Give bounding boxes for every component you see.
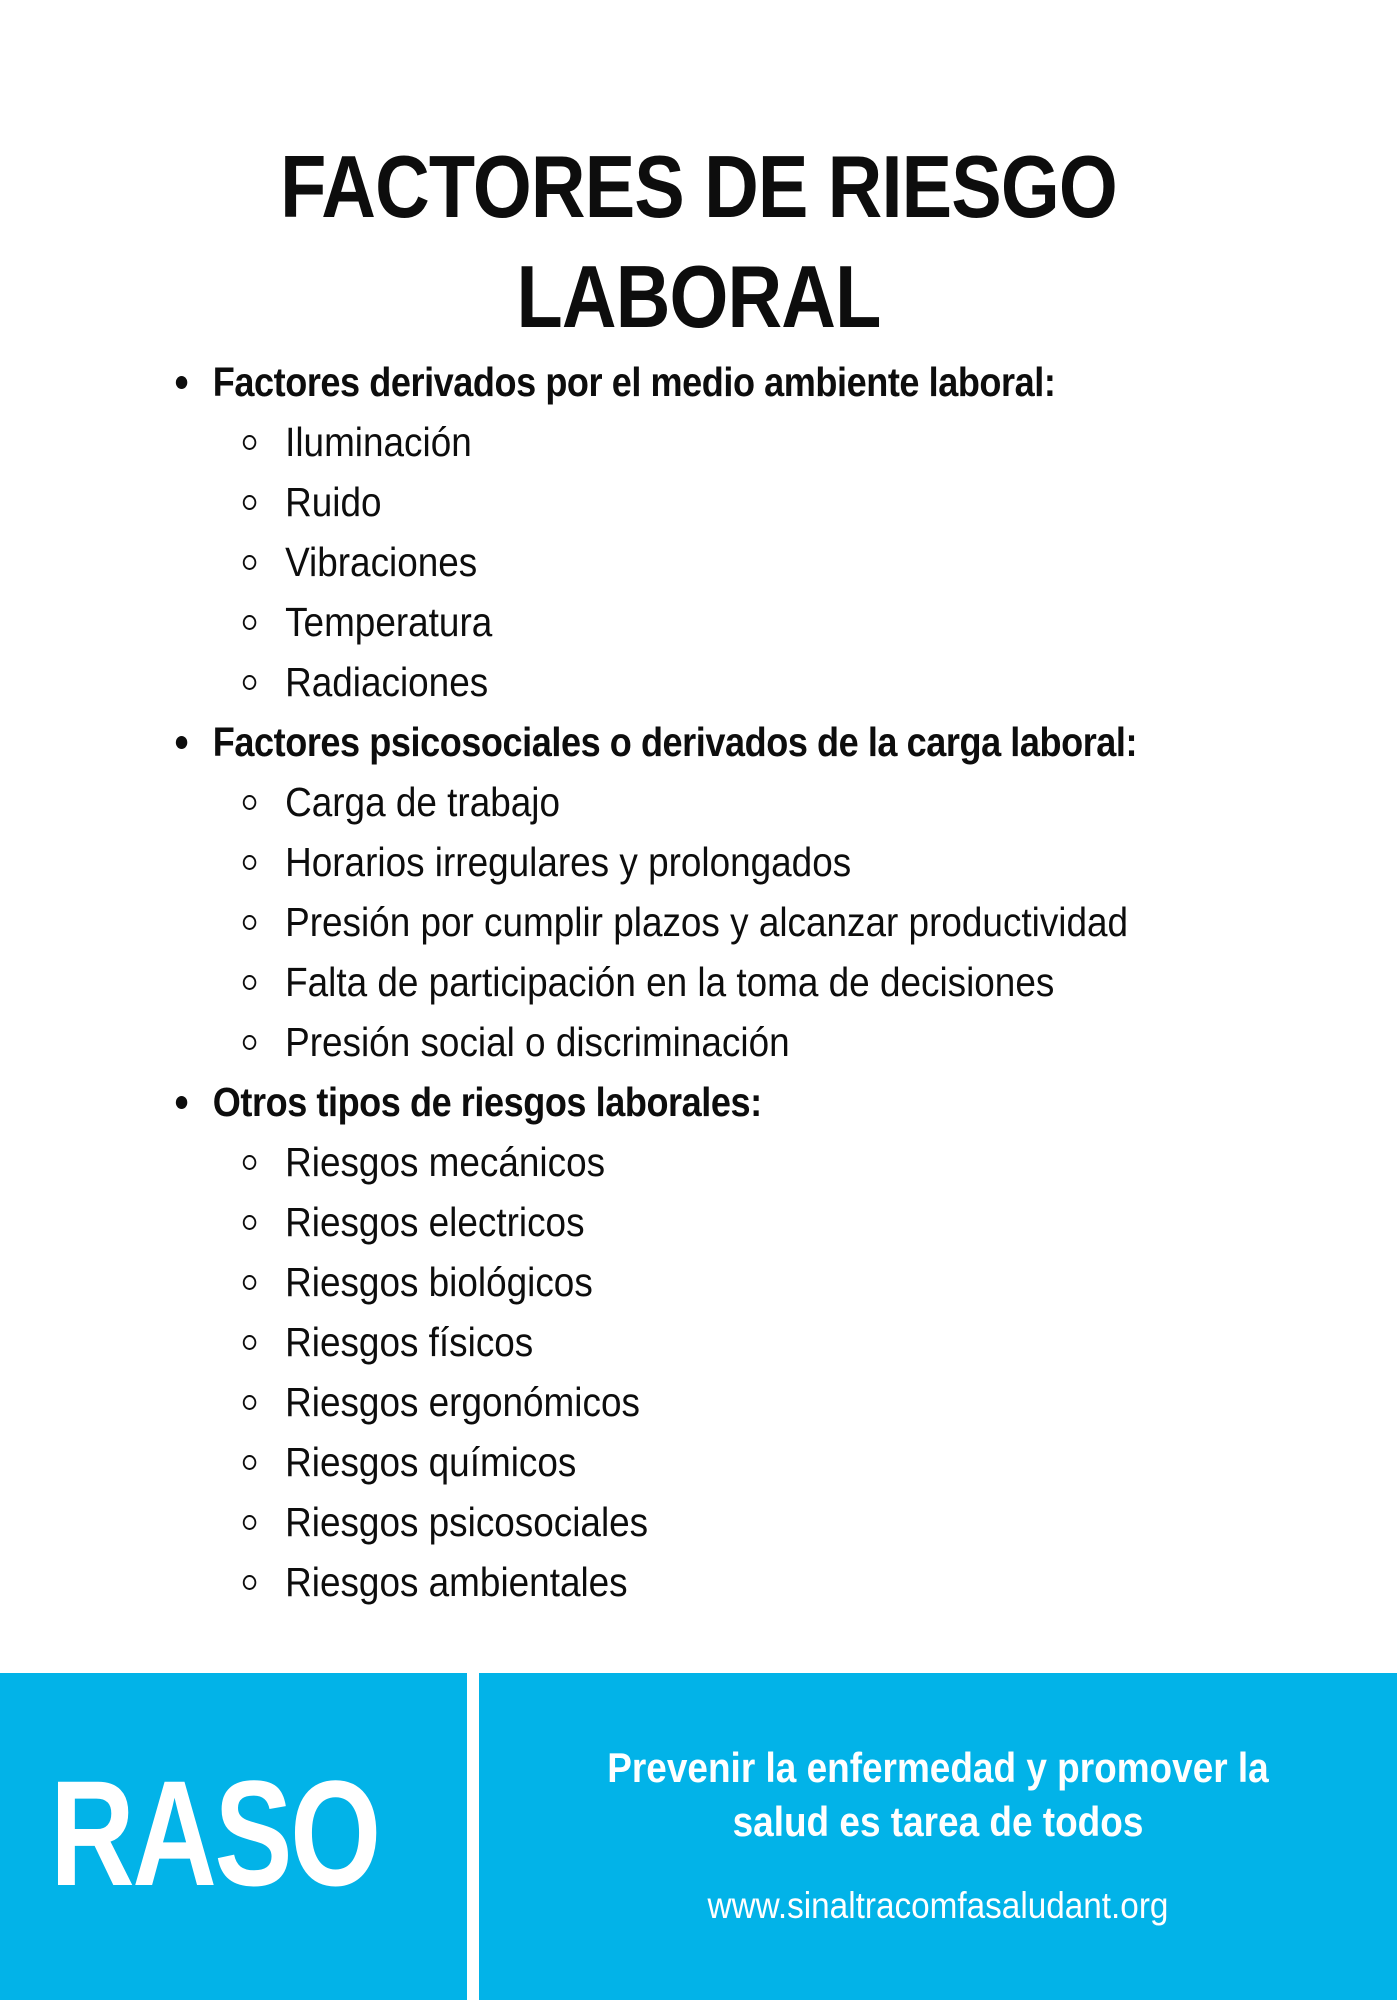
list-item [160, 772, 1204, 832]
list-item-label: Riesgos químicos [285, 1439, 577, 1485]
section-heading-label: Factores psicosociales o derivados de la carga laboral: [212, 719, 1138, 765]
list-item-label: Carga de trabajo [285, 779, 560, 825]
list-item [160, 1132, 1204, 1192]
list-item [160, 1372, 1204, 1432]
bullet-icon [176, 736, 187, 749]
list-item [160, 1192, 1204, 1252]
bullet-icon [176, 376, 187, 389]
list-item [160, 952, 1204, 1012]
brand-logo: RASO [50, 1749, 379, 1917]
section-heading [160, 712, 1181, 772]
list-item-label: Riesgos mecánicos [285, 1139, 606, 1185]
section-psychosocial [160, 712, 1320, 1072]
list-item [160, 592, 1204, 652]
page-title: FACTORES DE RIESGO LABORAL [280, 137, 1117, 346]
circle-bullet-icon [243, 1575, 257, 1590]
circle-bullet-icon [243, 1035, 257, 1050]
list-item [160, 532, 1204, 592]
circle-bullet-icon [243, 495, 257, 510]
list-item [160, 1432, 1204, 1492]
circle-bullet-icon [243, 795, 257, 810]
section-heading-label: Factores derivados por el medio ambiente laboral: [212, 359, 1056, 405]
list-item-label: Temperatura [285, 599, 493, 645]
list-item-label: Riesgos psicosociales [285, 1499, 649, 1545]
tagline-line-1: Prevenir la enfermedad y promover la [607, 1744, 1269, 1791]
list-item-label: Riesgos biológicos [285, 1259, 593, 1305]
tagline-line-2: salud es tarea de todos [732, 1798, 1144, 1845]
list-item-label: Presión por cumplir plazos y alcanzar productividad [285, 899, 1129, 945]
circle-bullet-icon [243, 615, 257, 630]
circle-bullet-icon [243, 1275, 257, 1290]
section-heading [160, 1072, 1181, 1132]
list-item-label: Horarios irregulares y prolongados [285, 839, 852, 885]
list-item [160, 472, 1204, 532]
section-other-risks [160, 1072, 1320, 1612]
circle-bullet-icon [243, 855, 257, 870]
list-item-label: Presión social o discriminación [285, 1019, 790, 1065]
section-heading-label: Otros tipos de riesgos laborales: [212, 1079, 762, 1125]
circle-bullet-icon [243, 435, 257, 450]
list-item [160, 1012, 1204, 1072]
website-link[interactable]: www.sinaltracomfasaludant.org [707, 1885, 1169, 1926]
list-item-label: Iluminación [285, 419, 472, 465]
circle-bullet-icon [243, 915, 257, 930]
section-environment [160, 352, 1320, 712]
list-item [160, 1252, 1204, 1312]
circle-bullet-icon [243, 1155, 257, 1170]
list-item-label: Riesgos ambientales [285, 1559, 628, 1605]
list-item-label: Ruido [285, 479, 382, 525]
circle-bullet-icon [243, 1215, 257, 1230]
tagline [534, 1741, 1342, 1849]
risk-factor-list [160, 352, 1320, 1612]
circle-bullet-icon [243, 555, 257, 570]
list-item [160, 412, 1204, 472]
list-item [160, 892, 1204, 952]
list-item-label: Radiaciones [285, 659, 489, 705]
footer-info-panel [479, 1673, 1397, 2000]
circle-bullet-icon [243, 1455, 257, 1470]
list-item-label: Falta de participación en la toma de decisiones [285, 959, 1055, 1005]
list-item [160, 652, 1204, 712]
list-item-label: Riesgos electricos [285, 1199, 585, 1245]
circle-bullet-icon [243, 1335, 257, 1350]
list-item-label: Riesgos ergonómicos [285, 1379, 640, 1425]
footer [0, 1673, 1397, 2000]
list-item [160, 1552, 1204, 1612]
list-item [160, 1492, 1204, 1552]
circle-bullet-icon [243, 1515, 257, 1530]
footer-brand-panel [0, 1673, 467, 2000]
list-item-label: Riesgos físicos [285, 1319, 534, 1365]
list-item [160, 1312, 1204, 1372]
section-heading [160, 352, 1181, 412]
bullet-icon [176, 1096, 187, 1109]
circle-bullet-icon [243, 1395, 257, 1410]
list-item [160, 832, 1204, 892]
circle-bullet-icon [243, 975, 257, 990]
circle-bullet-icon [243, 675, 257, 690]
list-item-label: Vibraciones [285, 539, 478, 585]
